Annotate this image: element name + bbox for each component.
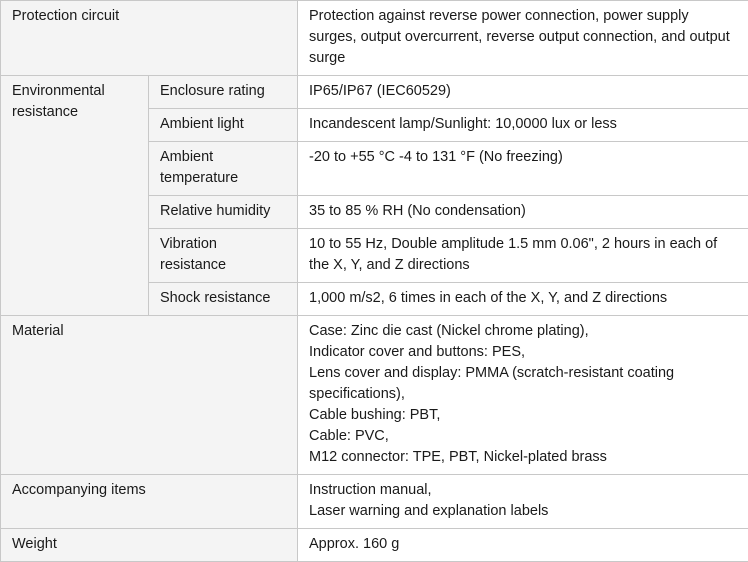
row-label: Material <box>1 316 298 475</box>
sub-row-label: Relative humidity <box>149 196 298 229</box>
row-label: Weight <box>1 529 298 562</box>
row-value <box>298 316 748 475</box>
material-line: Cable: PVC, <box>309 426 737 447</box>
row-label: Environmental resistance <box>1 76 149 316</box>
row-value: -20 to +55 °C -4 to 131 °F (No freezing) <box>298 142 748 196</box>
row-value: Incandescent lamp/Sunlight: 10,0000 lux or less <box>298 109 748 142</box>
row-label: Accompanying items <box>1 475 298 529</box>
table-row <box>1 475 748 529</box>
table-row <box>1 316 748 475</box>
row-value: 35 to 85 % RH (No condensation) <box>298 196 748 229</box>
table-row <box>1 1 748 76</box>
row-value: Approx. 160 g <box>298 529 748 562</box>
row-value: 1,000 m/s2, 6 times in each of the X, Y, and Z directions <box>298 283 748 316</box>
table-row <box>1 76 748 109</box>
accompanying-line: Laser warning and explanation labels <box>309 501 737 522</box>
sub-row-label: Enclosure rating <box>149 76 298 109</box>
sub-row-label: Vibration resistance <box>149 229 298 283</box>
row-value: 10 to 55 Hz, Double amplitude 1.5 mm 0.06", 2 hours in each of the X, Y, and Z directions <box>298 229 748 283</box>
row-label: Protection circuit <box>1 1 298 76</box>
material-line: Lens cover and display: PMMA (scratch-resistant coating specifications), <box>309 363 737 405</box>
table-row <box>1 529 748 562</box>
sub-row-label: Shock resistance <box>149 283 298 316</box>
material-line: Case: Zinc die cast (Nickel chrome plating), <box>309 321 737 342</box>
sub-row-label: Ambient temperature <box>149 142 298 196</box>
material-line: M12 connector: TPE, PBT, Nickel-plated brass <box>309 447 737 468</box>
material-line: Cable bushing: PBT, <box>309 405 737 426</box>
row-value: Protection against reverse power connection, power supply surges, output overcurrent, reverse output connection, and output surge <box>298 1 748 76</box>
sub-row-label: Ambient light <box>149 109 298 142</box>
row-value <box>298 475 748 529</box>
material-line: Indicator cover and buttons: PES, <box>309 342 737 363</box>
row-value: IP65/IP67 (IEC60529) <box>298 76 748 109</box>
accompanying-line: Instruction manual, <box>309 480 737 501</box>
